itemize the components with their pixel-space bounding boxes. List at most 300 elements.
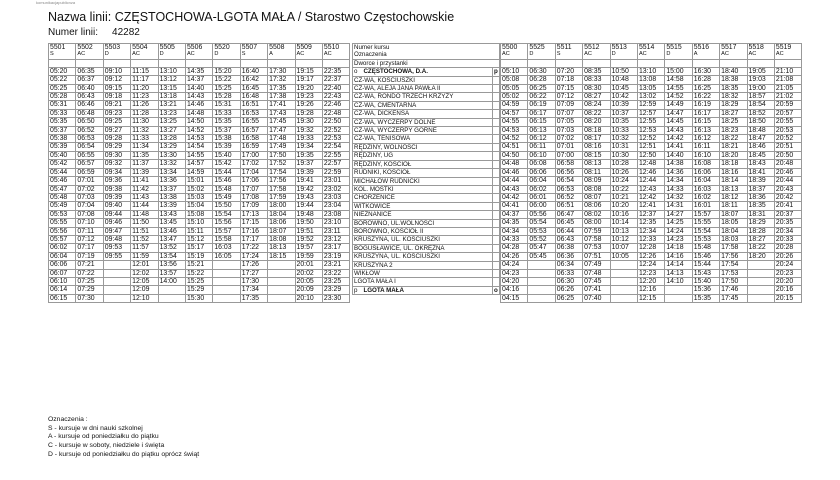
time-cell: 14:40: [665, 151, 692, 159]
stop-name: [353, 185, 493, 193]
time-cell: 23:12: [322, 235, 349, 243]
time-cell: 05:57: [49, 235, 76, 243]
timetable-row: [501, 193, 802, 201]
time-cell: 09:34: [103, 168, 130, 176]
time-cell: 11:52: [131, 235, 158, 243]
line-number-label: Numer linii:: [48, 27, 99, 38]
stop-name: [353, 101, 493, 109]
time-cell: 17:00: [240, 151, 267, 159]
time-cell: 04:42: [501, 193, 528, 201]
course-number: 5500: [501, 44, 528, 52]
source-watermark: komunikacjapublicnza: [36, 0, 76, 5]
stop-flag-right: [493, 227, 500, 235]
time-cell: 14:33: [665, 185, 692, 193]
time-cell: 06:46: [76, 101, 103, 109]
stop-row: [353, 127, 500, 135]
time-cell: 07:02: [76, 185, 103, 193]
course-mark: AC: [747, 51, 774, 59]
time-cell: 18:47: [747, 135, 774, 143]
time-cell: 05:56: [49, 227, 76, 235]
time-cell: [103, 286, 130, 294]
timetable-row: [501, 244, 802, 252]
time-cell: 20:50: [774, 151, 801, 159]
stop-flag-right: [493, 110, 500, 118]
time-cell: 13:32: [158, 160, 185, 168]
time-cell: 20:34: [774, 227, 801, 235]
time-cell: 06:53: [555, 185, 582, 193]
legend-item: D - kursuje od poniedziałku do piątku oprócz świąt: [48, 450, 200, 458]
stop-name: [353, 93, 493, 101]
spacer-cell: [583, 59, 610, 67]
time-cell: [213, 269, 240, 277]
time-cell: 18:04: [268, 210, 295, 218]
time-cell: 15:57: [213, 227, 240, 235]
time-cell: 09:12: [103, 76, 130, 84]
time-cell: 17:22: [240, 244, 267, 252]
time-cell: [103, 294, 130, 302]
time-cell: 10:05: [610, 252, 637, 260]
timetable-row: [501, 202, 802, 210]
time-cell: 20:26: [774, 252, 801, 260]
time-cell: 06:15: [528, 118, 555, 126]
time-cell: 20:28: [774, 244, 801, 252]
line-title-label: Nazwa linii:: [48, 10, 112, 24]
time-cell: 17:38: [268, 93, 295, 101]
timetable-row: [501, 177, 802, 185]
time-cell: 19:41: [295, 177, 322, 185]
stop-row: [353, 85, 500, 93]
stop-row: [353, 244, 500, 252]
timetable-row: [49, 135, 350, 143]
time-cell: 10:30: [610, 151, 637, 159]
time-cell: 23:25: [322, 277, 349, 285]
time-cell: 07:09: [555, 101, 582, 109]
time-cell: 20:16: [774, 286, 801, 294]
time-cell: [268, 277, 295, 285]
time-cell: 13:05: [637, 84, 664, 92]
course-number: 5505: [158, 44, 185, 52]
time-cell: [610, 261, 637, 269]
course-number: 5512: [583, 44, 610, 52]
time-cell: 23:04: [322, 202, 349, 210]
stop-flag-right: [493, 261, 500, 269]
time-cell: 22:43: [322, 93, 349, 101]
time-cell: 07:53: [583, 244, 610, 252]
time-cell: 04:37: [501, 210, 528, 218]
time-cell: 20:01: [295, 261, 322, 269]
time-cell: 15:03: [185, 193, 212, 201]
time-cell: 18:00: [268, 202, 295, 210]
stop-row: [353, 227, 500, 235]
time-cell: 15:22: [213, 76, 240, 84]
time-cell: 14:31: [665, 202, 692, 210]
time-cell: 15:44: [692, 261, 719, 269]
stop-flag-right: [493, 143, 500, 151]
time-cell: 13:56: [158, 261, 185, 269]
time-cell: 20:55: [774, 118, 801, 126]
time-cell: 17:13: [240, 210, 267, 218]
time-cell: 06:35: [76, 67, 103, 75]
time-cell: 09:28: [103, 135, 130, 143]
time-cell: 11:43: [131, 193, 158, 201]
time-cell: 09:32: [103, 160, 130, 168]
course-number-row: [501, 44, 802, 52]
timetable-row: [501, 135, 802, 143]
time-cell: 19:39: [295, 168, 322, 176]
line-title: [48, 10, 454, 24]
time-cell: 08:16: [583, 143, 610, 151]
time-cell: 13:02: [637, 93, 664, 101]
stop-name: [353, 68, 493, 76]
course-mark: A: [692, 51, 719, 59]
time-cell: 13:39: [158, 202, 185, 210]
time-cell: 17:49: [268, 143, 295, 151]
spacer-row: [501, 59, 802, 67]
time-cell: 09:55: [103, 252, 130, 260]
time-cell: 13:30: [158, 151, 185, 159]
time-cell: 19:28: [295, 109, 322, 117]
timetable-stops: [352, 43, 500, 295]
time-cell: 12:53: [637, 126, 664, 134]
time-cell: 05:48: [49, 193, 76, 201]
time-cell: 15:42: [213, 160, 240, 168]
time-cell: 09:38: [103, 185, 130, 193]
time-cell: 08:13: [583, 160, 610, 168]
time-cell: 18:04: [720, 227, 747, 235]
time-cell: [665, 286, 692, 294]
time-cell: 08:24: [583, 101, 610, 109]
time-cell: 08:17: [583, 135, 610, 143]
time-cell: 07:10: [76, 219, 103, 227]
time-cell: 12:20: [637, 277, 664, 285]
time-cell: 14:55: [665, 84, 692, 92]
time-cell: 14:18: [665, 244, 692, 252]
time-cell: 07:18: [555, 76, 582, 84]
time-cell: 13:29: [158, 143, 185, 151]
course-mark: D: [665, 51, 692, 59]
stop-name-text: CZ-WA, KOŚCIUSZKI: [354, 76, 415, 84]
time-cell: 16:42: [240, 76, 267, 84]
time-cell: 06:55: [76, 151, 103, 159]
timetable-row: [501, 126, 802, 134]
time-cell: 16:03: [692, 185, 719, 193]
time-cell: 17:32: [268, 76, 295, 84]
time-cell: 18:35: [747, 202, 774, 210]
time-cell: 15:12: [185, 235, 212, 243]
timetable-row: [49, 185, 350, 193]
time-cell: 09:40: [103, 202, 130, 210]
course-mark: S: [240, 51, 267, 59]
stop-name-text: LGOTA MAŁA: [363, 286, 405, 294]
time-cell: 09:53: [103, 244, 130, 252]
timetable-row: [49, 210, 350, 218]
time-cell: 15:55: [692, 219, 719, 227]
time-cell: 06:12: [528, 135, 555, 143]
stop-name: [353, 110, 493, 118]
spacer-cell: [158, 59, 185, 67]
timetable-right: [500, 43, 802, 303]
time-cell: 18:06: [268, 219, 295, 227]
time-cell: 07:48: [583, 269, 610, 277]
stop-name-text: RĘDZINY, WOLNOŚCI: [354, 143, 418, 151]
time-cell: 05:38: [49, 135, 76, 143]
time-cell: 18:32: [720, 93, 747, 101]
course-number: 5510: [322, 44, 349, 52]
time-cell: 14:42: [665, 135, 692, 143]
time-cell: 13:18: [158, 93, 185, 101]
course-mark: AC: [322, 51, 349, 59]
time-cell: 06:11: [528, 143, 555, 151]
time-cell: 12:16: [637, 286, 664, 294]
stop-flag-right: o: [494, 286, 498, 294]
time-cell: [528, 269, 555, 277]
time-cell: 18:41: [747, 168, 774, 176]
time-cell: 15:02: [185, 185, 212, 193]
time-cell: 18:11: [720, 202, 747, 210]
stop-row: [353, 253, 500, 261]
time-cell: 06:14: [49, 286, 76, 294]
stop-row: [353, 76, 500, 84]
time-cell: 05:52: [528, 235, 555, 243]
timetable-row: [49, 93, 350, 101]
time-cell: 13:23: [158, 109, 185, 117]
time-cell: [268, 269, 295, 277]
time-cell: 18:46: [747, 143, 774, 151]
spacer-cell: [295, 59, 322, 67]
time-cell: 18:43: [747, 160, 774, 168]
stop-name: [353, 202, 493, 210]
time-cell: 11:28: [131, 109, 158, 117]
time-cell: 15:11: [185, 227, 212, 235]
stop-flag-right: [493, 219, 500, 227]
time-cell: 16:57: [240, 126, 267, 134]
time-cell: 20:35: [774, 219, 801, 227]
stop-flag-right: [493, 85, 500, 93]
time-cell: 20:41: [774, 202, 801, 210]
timetable-row: [49, 244, 350, 252]
time-cell: 14:47: [665, 109, 692, 117]
time-cell: 13:10: [637, 67, 664, 75]
time-cell: 14:46: [185, 101, 212, 109]
time-cell: 13:25: [158, 118, 185, 126]
time-cell: 14:00: [158, 277, 185, 285]
stop-flag-right: [493, 177, 500, 185]
time-cell: 12:02: [131, 269, 158, 277]
time-cell: 15:54: [692, 227, 719, 235]
spacer-cell: [185, 59, 212, 67]
course-number: 5508: [268, 44, 295, 52]
time-cell: 14:53: [185, 135, 212, 143]
time-cell: 14:14: [665, 261, 692, 269]
time-cell: 11:30: [131, 118, 158, 126]
time-cell: 06:06: [528, 168, 555, 176]
time-cell: 18:23: [720, 126, 747, 134]
stop-flag-right: [493, 236, 500, 244]
stop-name: [353, 127, 493, 135]
time-cell: 14:32: [665, 193, 692, 201]
time-cell: 07:08: [76, 210, 103, 218]
time-cell: 06:06: [49, 261, 76, 269]
time-cell: 19:20: [295, 84, 322, 92]
time-cell: 17:52: [268, 160, 295, 168]
stop-name-text: WITKOWICE: [354, 202, 391, 210]
time-cell: 18:39: [747, 177, 774, 185]
time-cell: 11:33: [131, 135, 158, 143]
legend-item: C - kursuje w soboty, niedziele i święta: [48, 442, 165, 450]
time-cell: 18:57: [747, 93, 774, 101]
time-cell: 07:12: [555, 93, 582, 101]
time-cell: [747, 269, 774, 277]
time-cell: 06:43: [76, 93, 103, 101]
time-cell: 04:20: [501, 277, 528, 285]
time-cell: 18:54: [747, 101, 774, 109]
stop-name: [353, 227, 493, 235]
time-cell: 18:18: [720, 160, 747, 168]
timetable-row: [501, 168, 802, 176]
time-cell: 08:20: [583, 118, 610, 126]
time-cell: 21:02: [774, 93, 801, 101]
marks-header-row: [353, 51, 500, 59]
stop-row: [353, 219, 500, 227]
time-cell: 04:46: [501, 168, 528, 176]
time-cell: 15:20: [213, 67, 240, 75]
time-cell: 06:40: [76, 84, 103, 92]
time-cell: 10:26: [610, 168, 637, 176]
time-cell: 17:58: [268, 185, 295, 193]
time-cell: 04:26: [501, 252, 528, 260]
time-cell: 18:12: [720, 193, 747, 201]
time-cell: 06:13: [528, 126, 555, 134]
time-cell: 14:54: [185, 143, 212, 151]
time-cell: 19:35: [295, 151, 322, 159]
stop-name-text: RUDNIKI, KOŚCIÓŁ: [354, 169, 411, 177]
time-cell: 19:59: [295, 252, 322, 260]
time-cell: 06:53: [76, 135, 103, 143]
course-number: 5511: [555, 44, 582, 52]
time-cell: 11:20: [131, 84, 158, 92]
time-cell: 07:12: [76, 235, 103, 243]
time-cell: 13:10: [158, 67, 185, 75]
timetable-row: [49, 118, 350, 126]
time-cell: [268, 261, 295, 269]
time-cell: 17:16: [240, 227, 267, 235]
time-cell: 04:53: [501, 126, 528, 134]
time-cell: 12:42: [637, 193, 664, 201]
time-cell: 22:57: [322, 160, 349, 168]
timetable-row: [49, 193, 350, 201]
stop-row: [353, 269, 500, 277]
time-cell: 20:24: [774, 261, 801, 269]
legend: [48, 416, 199, 460]
spacer-cell: [268, 59, 295, 67]
time-cell: 20:05: [295, 277, 322, 285]
time-cell: 23:11: [322, 227, 349, 235]
course-mark: D: [610, 51, 637, 59]
time-cell: 19:33: [295, 135, 322, 143]
time-cell: 17:45: [720, 294, 747, 302]
time-cell: 06:37: [76, 76, 103, 84]
stop-name: [353, 253, 493, 261]
time-cell: 15:54: [213, 210, 240, 218]
time-cell: 04:51: [501, 143, 528, 151]
time-cell: 06:59: [76, 168, 103, 176]
time-cell: 17:53: [720, 269, 747, 277]
time-cell: 14:23: [665, 235, 692, 243]
stop-name: [353, 160, 493, 168]
stop-flag-right: [493, 93, 500, 101]
time-cell: 23:10: [322, 219, 349, 227]
time-cell: 07:30: [76, 294, 103, 302]
stop-name-text: CZ-WA, DICKENSA: [354, 110, 410, 118]
course-number: 5504: [131, 44, 158, 52]
time-cell: 12:28: [637, 244, 664, 252]
time-cell: 06:58: [555, 160, 582, 168]
time-cell: 23:19: [322, 252, 349, 260]
spacer-row: [49, 59, 350, 67]
stop-flag-right: [493, 101, 500, 109]
time-cell: 14:25: [665, 219, 692, 227]
time-cell: 15:25: [213, 84, 240, 92]
time-cell: 04:28: [501, 244, 528, 252]
time-cell: 22:53: [322, 135, 349, 143]
time-cell: [528, 294, 555, 302]
time-cell: 17:24: [240, 252, 267, 260]
time-cell: 09:44: [103, 210, 130, 218]
time-cell: 06:52: [555, 193, 582, 201]
time-cell: [528, 261, 555, 269]
timetable-left: [48, 43, 350, 303]
time-cell: 18:15: [268, 252, 295, 260]
time-cell: 16:13: [692, 126, 719, 134]
time-cell: 07:29: [76, 286, 103, 294]
time-cell: 09:39: [103, 193, 130, 201]
time-cell: 18:16: [720, 168, 747, 176]
course-mark: D: [158, 51, 185, 59]
course-header-row: [353, 44, 500, 52]
time-cell: 16:59: [240, 143, 267, 151]
time-cell: 19:03: [747, 76, 774, 84]
time-cell: 18:29: [747, 219, 774, 227]
stop-name: [353, 194, 493, 202]
time-cell: 16:02: [692, 193, 719, 201]
time-cell: 12:35: [637, 219, 664, 227]
course-mark-row: [49, 51, 350, 59]
time-cell: 06:10: [528, 151, 555, 159]
time-cell: 06:45: [555, 219, 582, 227]
time-cell: 16:19: [692, 101, 719, 109]
time-cell: 07:01: [555, 143, 582, 151]
time-cell: 05:02: [501, 93, 528, 101]
time-cell: 05:47: [49, 185, 76, 193]
time-cell: 22:50: [322, 118, 349, 126]
timetable-row: [501, 227, 802, 235]
time-cell: 12:50: [637, 151, 664, 159]
time-cell: 18:28: [747, 227, 774, 235]
time-cell: 13:34: [158, 168, 185, 176]
course-number: 5518: [747, 44, 774, 52]
time-cell: [665, 294, 692, 302]
time-cell: 07:15: [555, 84, 582, 92]
time-cell: 11:32: [131, 126, 158, 134]
timetable-row: [501, 219, 802, 227]
stop-row: [353, 135, 500, 143]
time-cell: 10:21: [610, 193, 637, 201]
timetable-row: [501, 151, 802, 159]
time-cell: 07:45: [583, 277, 610, 285]
timetable-row: [49, 126, 350, 134]
timetable-row: [49, 101, 350, 109]
time-cell: 17:34: [240, 286, 267, 294]
